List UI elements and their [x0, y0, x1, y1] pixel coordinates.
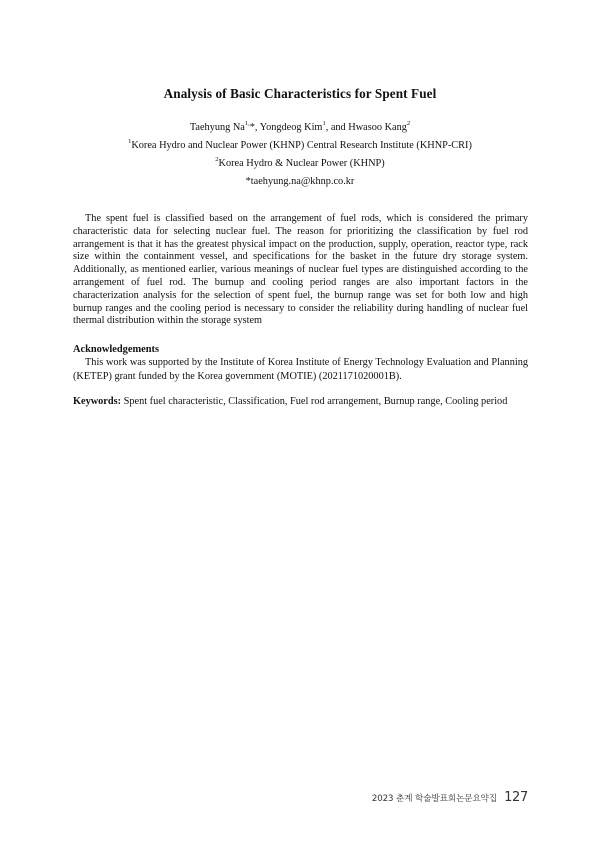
- page-footer: [372, 790, 528, 805]
- journal-title: 2023 춘계 학술발표회논문요약집: [371, 794, 498, 804]
- affiliation: [0, 137, 600, 151]
- author-affiliation-mark: 2: [406, 119, 411, 127]
- affiliation-text: Korea Hydro & Nuclear Power (KHNP): [218, 158, 385, 169]
- author-separator: , and: [325, 122, 349, 133]
- author-affiliation-mark: 1: [322, 119, 326, 127]
- author-name: Taehyung Na: [189, 122, 245, 133]
- affiliation: [0, 155, 600, 169]
- page-number: 127: [504, 790, 528, 805]
- affiliation-mark: 2: [215, 155, 219, 163]
- author-affiliation-mark: 1,: [244, 119, 250, 127]
- affiliation-text: Korea Hydro and Nuclear Power (KHNP) Central Research Institute (KHNP-CRI): [131, 140, 472, 151]
- affiliation-mark: 1: [128, 137, 132, 145]
- keywords-label: Keywords:: [73, 396, 122, 407]
- acknowledgements-heading: Acknowledgements: [73, 344, 160, 355]
- author-list: [0, 119, 600, 133]
- acknowledgements-text: This work was supported by the Institute of Korea Institute of Energy Technology Evaluation and Planning (KETEP) grant funded by the Korea government (MOTIE) (2021171020001B).: [73, 357, 528, 382]
- corresponding-author-mark: *,: [249, 122, 260, 133]
- keywords-line: [73, 396, 543, 407]
- author-name: Hwasoo Kang: [348, 122, 407, 133]
- contact-email: *taehyung.na@khnp.co.kr: [245, 176, 355, 187]
- keywords-text: Spent fuel characteristic, Classification, Fuel rod arrangement, Burnup range, Cooling period: [121, 396, 508, 407]
- paper-title: Analysis of Basic Characteristics for Spent Fuel: [163, 86, 437, 101]
- abstract-paragraph: The spent fuel is classified based on the arrangement of fuel rods, which is considered the primary characteristic data for selecting nuclear fuel. The reason for prioritizing the classification by fuel rod arrangement is that it has the greatest physical impact on the production, supply, operation, reactor type, rack size within the containment vessel, and specifications for the basket in the future dry storage system. Additionally, as mentioned earlier, various meanings of nuclear fuel types are distinguished according to the arrangement of fuel rod. The burnup and cooling period ranges are also important factors in the characterization analysis for the selection of spent fuel, the burnup range was set for both low and high burnup ranges and the cooling period is necessary to consider the reliability during handling of nuclear fuel thermal distribution within the storage system: [73, 213, 528, 327]
- author-name: Yongdeog Kim: [259, 122, 323, 133]
